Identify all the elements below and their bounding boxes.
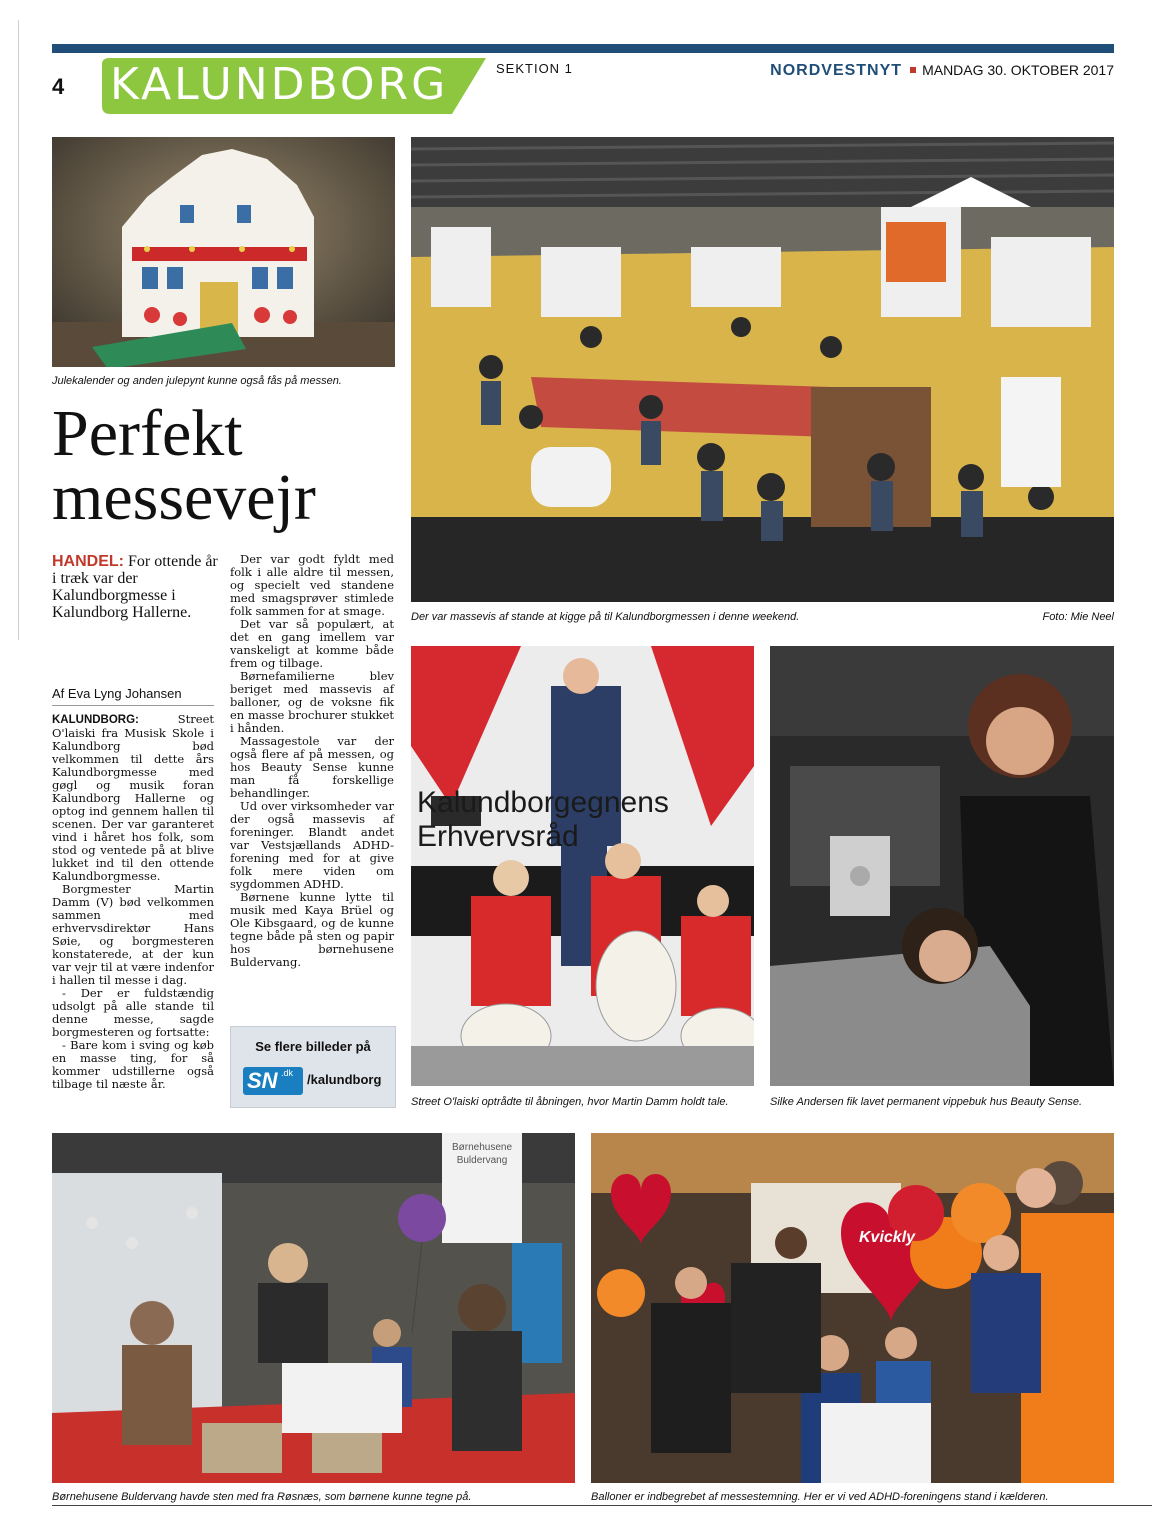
photo-stage [411, 646, 754, 1086]
caption-children-stones: Børnehusene Buldervang havde sten med fra Røsnæs, som børnene kunne tegne på. [52, 1491, 472, 1503]
balloon-brand-text: Kvickly [859, 1229, 916, 1246]
page-number: 4 [52, 74, 65, 99]
article-kicker: HANDEL: [52, 553, 124, 570]
issue-date: MANDAG 30. OKTOBER 2017 [922, 62, 1114, 78]
byline-rule [52, 705, 214, 706]
caption-beauty-sense: Silke Andersen fik lavet permanent vippebuk hus Beauty Sense. [770, 1096, 1083, 1108]
buldervang-banner-text: Børnehusene Buldervang [451, 1142, 513, 1166]
photo-beauty-sense [770, 646, 1114, 1086]
masthead [770, 62, 1114, 80]
header-rule [52, 44, 1114, 53]
photo-balloons [591, 1133, 1114, 1483]
promo-url[interactable]: /kalundborg [307, 1072, 382, 1087]
section-title: KALUNDBORG [110, 59, 449, 110]
caption-balloons: Balloner er indbegrebet af messestemning. Her er vi ved ADHD-foreningens stand i kælderen. [591, 1491, 1049, 1503]
article-paragraph: Børnene kunne lytte til musik med Kaya Brüel og Ole Kibsgaard, og de kunne tegne både på sten og papir hos børnehusene Buldervang. [230, 890, 394, 969]
article-column-1 [52, 713, 214, 1091]
stage-banner-text: Kalundborgegnens Erhvervsråd [417, 786, 669, 853]
article-paragraph: Det var så populært, at det en gang imellem var vanskeligt at komme både frem og tilbage. [230, 617, 394, 670]
promo-text: Se flere billeder på [255, 1039, 371, 1054]
photo-credit: Foto: Mie Neel [1042, 611, 1114, 623]
photo-children-stones [52, 1133, 575, 1483]
caption-stage: Street O'laiski optrådte til åbningen, hvor Martin Damm holdt tale. [411, 1096, 729, 1108]
article-paragraph: Ud over virksomheder var der også massevis af foreninger. Blandt andet var Vestsjællands ADHD-forening med for at give folk mere viden om sygdommen ADHD. [230, 799, 394, 891]
caption-hall: Der var massevis af stande at kigge på til Kalundborgmessen i denne weekend. [411, 611, 800, 623]
article-paragraph: KALUNDBORG: Street O'laiski fra Musisk Skole i Kalundborg bød velkommen til dette års Kalundborgmesse med gøgl og musik foran Kalundborg Hallerne og optog ind gennem hallen til scenen. Der var garanteret vind i håret hos folk, som stod og ventede på at blive lukket ind til den ottende Kalundborgmesse. [52, 712, 214, 883]
article-headline: Perfekt messevejr [52, 397, 316, 534]
article-paragraph: Der var godt fyldt med folk i alle aldre til messen, og specielt ved standene med smagsprøver stimlede folk sammen for at smage. [230, 552, 394, 618]
article-lede [52, 553, 220, 621]
article-paragraph: - Der er fuldstændig udsolgt på alle stande til denne messe, sagde borgmesteren og fortsatte: [52, 986, 214, 1039]
article-column-2 [230, 553, 394, 969]
sn-logo-suffix: .dk [281, 1068, 294, 1078]
lede-text: For ottende år i træk var der Kalundborgmesse i Kalundborg Hallerne. [52, 553, 218, 621]
article-paragraph: Borgmester Martin Damm (V) bød velkommen sammen med erhvervsdirektør Hans Søie, og borgmesteren konstaterede, at der kun var vejr til at være indenfor i hallen til messe i dag. [52, 882, 214, 987]
article-paragraph: Massagestole var der også flere af på messen, og hos Beauty Sense kunne man få forskellige behandlinger. [230, 734, 394, 800]
photo-hall-overview [411, 137, 1114, 602]
separator-square-icon [910, 67, 916, 73]
more-photos-promo[interactable] [230, 1026, 396, 1108]
footer-rule [52, 1505, 1152, 1506]
article-paragraph: - Bare kom i sving og køb en masse ting, for så kommer udstillerne også tilbage til næste år. [52, 1038, 214, 1091]
article-paragraph: Børnefamilierne blev beriget med massevis af balloner, og de voksne fik en masse brochurer stukket i hånden. [230, 669, 394, 735]
page-margin-line [18, 20, 19, 640]
section-label: SEKTION 1 [496, 61, 573, 76]
newspaper-name: NORDVESTNYT [770, 62, 903, 79]
photo-julekalender [52, 137, 395, 367]
sn-logo-text: SN [247, 1068, 278, 1093]
caption-julekalender: Julekalender og anden julepynt kunne også fås på messen. [52, 375, 342, 387]
byline: Af Eva Lyng Johansen [52, 686, 182, 701]
article-dateline: KALUNDBORG: [52, 714, 139, 726]
